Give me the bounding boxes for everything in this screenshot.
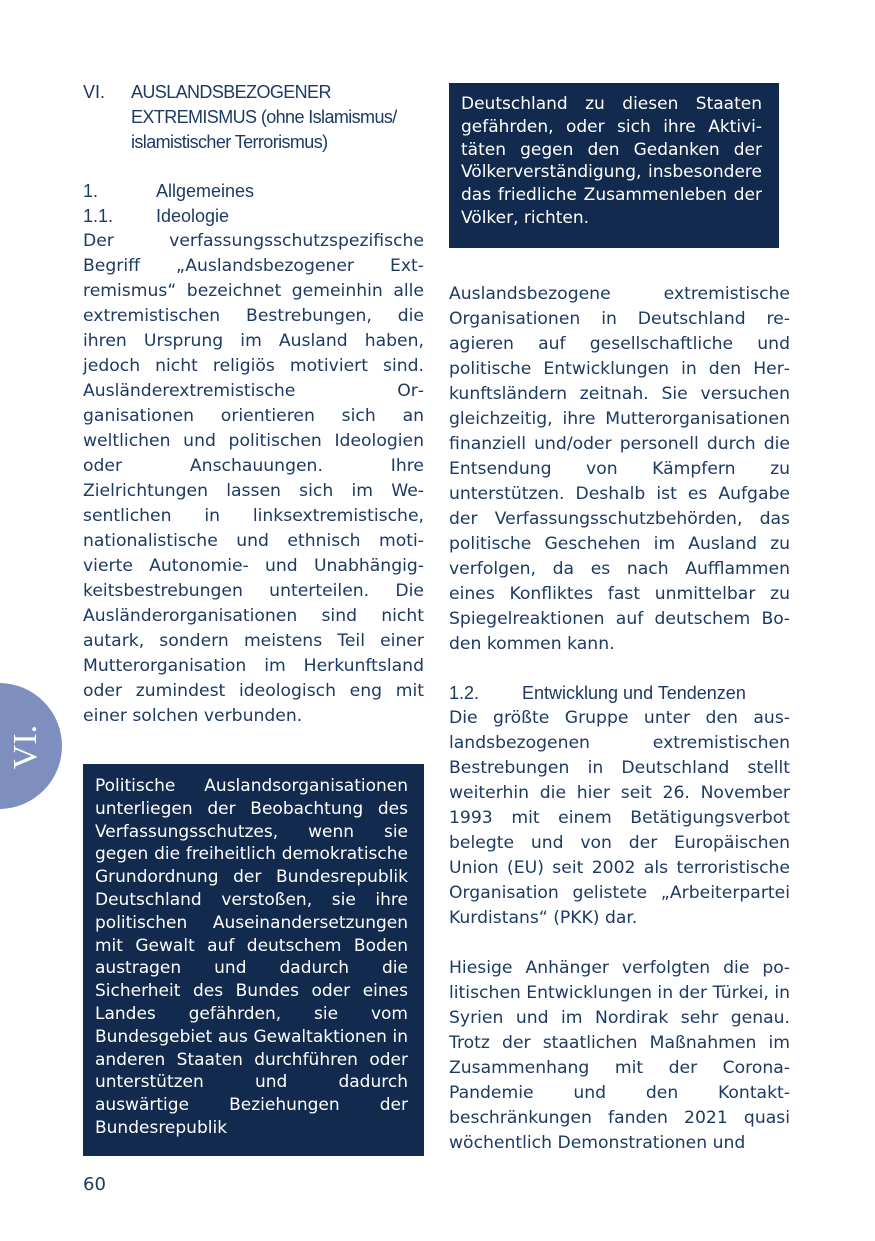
section-title: Ideologie	[156, 206, 230, 226]
body-paragraph: Die größte Gruppe unter den auslandsbezogenen extremistischen Bestrebungen in Deutschland stellt weiterhin die hier seit 26. November 1993 mit einem Betätigungsverbot belegte und von der Europäischen Union (EU) seit 2002 als terroristische Organisation gelistete „Arbeiterpartei Kurdistans“ (PKK) dar.	[449, 708, 790, 928]
section-title: Allgemeines	[156, 181, 255, 201]
section-number: 1.	[83, 181, 99, 201]
body-paragraph: Auslandsbezogene extremistische Organisationen in Deutschland reagieren auf gesellschaftliche und politische Entwicklungen in den Herkunftsländern zeitnah. Sie versuchen gleichzeitig, ihre Mutterorganisationen finanziell und/oder personell durch die Entsendung von Kämpfern zu unterstützen. Deshalb ist es Aufgabe der Verfassungsschutzbehörden, das politische Geschehen im Ausland zu verfolgen, da es nach Aufflammen eines Konfliktes fast unmittelbar zu Spiegelreaktionen auf deutschem Boden kommen kann.	[449, 284, 790, 654]
info-box	[83, 764, 424, 1156]
page-number: 60	[83, 1174, 106, 1195]
chapter-title: AUSLANDSBEZOGENER EXTREMISMUS (ohne Islamismus/ islamistischer Terrorismus)	[131, 82, 397, 152]
body-paragraph: Der verfassungsschutzspezifische Begriff „Auslandsbezogener Extremismus“ bezeichnet gemeinhin alle extremistischen Bestrebungen, die ihren Ursprung im Ausland haben, jedoch nicht religiös motiviert sind. Ausländerextremistische Organisationen orientieren sich an weltlichen und politischen Ideologien oder Anschauungen. Ihre Zielrichtungen lassen sich im Wesentlichen in linksextremistische, nationalistische und ethnisch motivierte Autonomie- und Unabhängigkeitsbestrebungen unterteilen. Die Ausländerorganisationen sind nicht autark, sondern meistens Teil einer Mutterorganisation im Herkunftsland oder zumindest ideologisch eng mit einer solchen verbunden.	[83, 231, 424, 726]
info-box-text: Deutschland zu diesen Staaten gefährden, oder sich ihre Aktivitäten gegen den Gedanken der Völkerverständigung, insbesondere das friedliche Zusammenleben der Völker, richten.	[461, 94, 762, 228]
body-paragraph: Hiesige Anhänger verfolgten die politischen Entwicklungen in der Türkei, in Syrien und im Nordirak sehr genau. Trotz der staatlichen Maßnahmen im Zusammenhang mit der Corona-Pandemie und den Kontaktbeschränkungen fanden 2021 quasi wöchentlich Demonstrationen und	[449, 958, 790, 1153]
section-number: 1.2.	[449, 683, 480, 703]
section-number: 1.1.	[83, 206, 114, 226]
chapter-number: VI.	[83, 82, 106, 102]
info-box-continued	[449, 83, 779, 248]
chapter-tab-label: VI.	[7, 724, 44, 770]
info-box-text: Politische Auslandsorganisationen unterliegen der Beobachtung des Verfassungsschutzes, wenn sie gegen die freiheitlich demokratische Grundordnung der Bundesrepublik Deutschland verstoßen, sie ihre politischen Auseinandersetzungen mit Gewalt auf deutschem Boden austragen und dadurch die Sicherheit des Bundes oder eines Landes gefährden, sie vom Bundesgebiet aus Gewaltaktionen in anderen Staaten durchführen oder unterstützen und dadurch auswärtige Beziehungen der Bundesrepublik	[95, 776, 408, 1138]
section-title: Entwicklung und Tendenzen	[522, 683, 746, 703]
